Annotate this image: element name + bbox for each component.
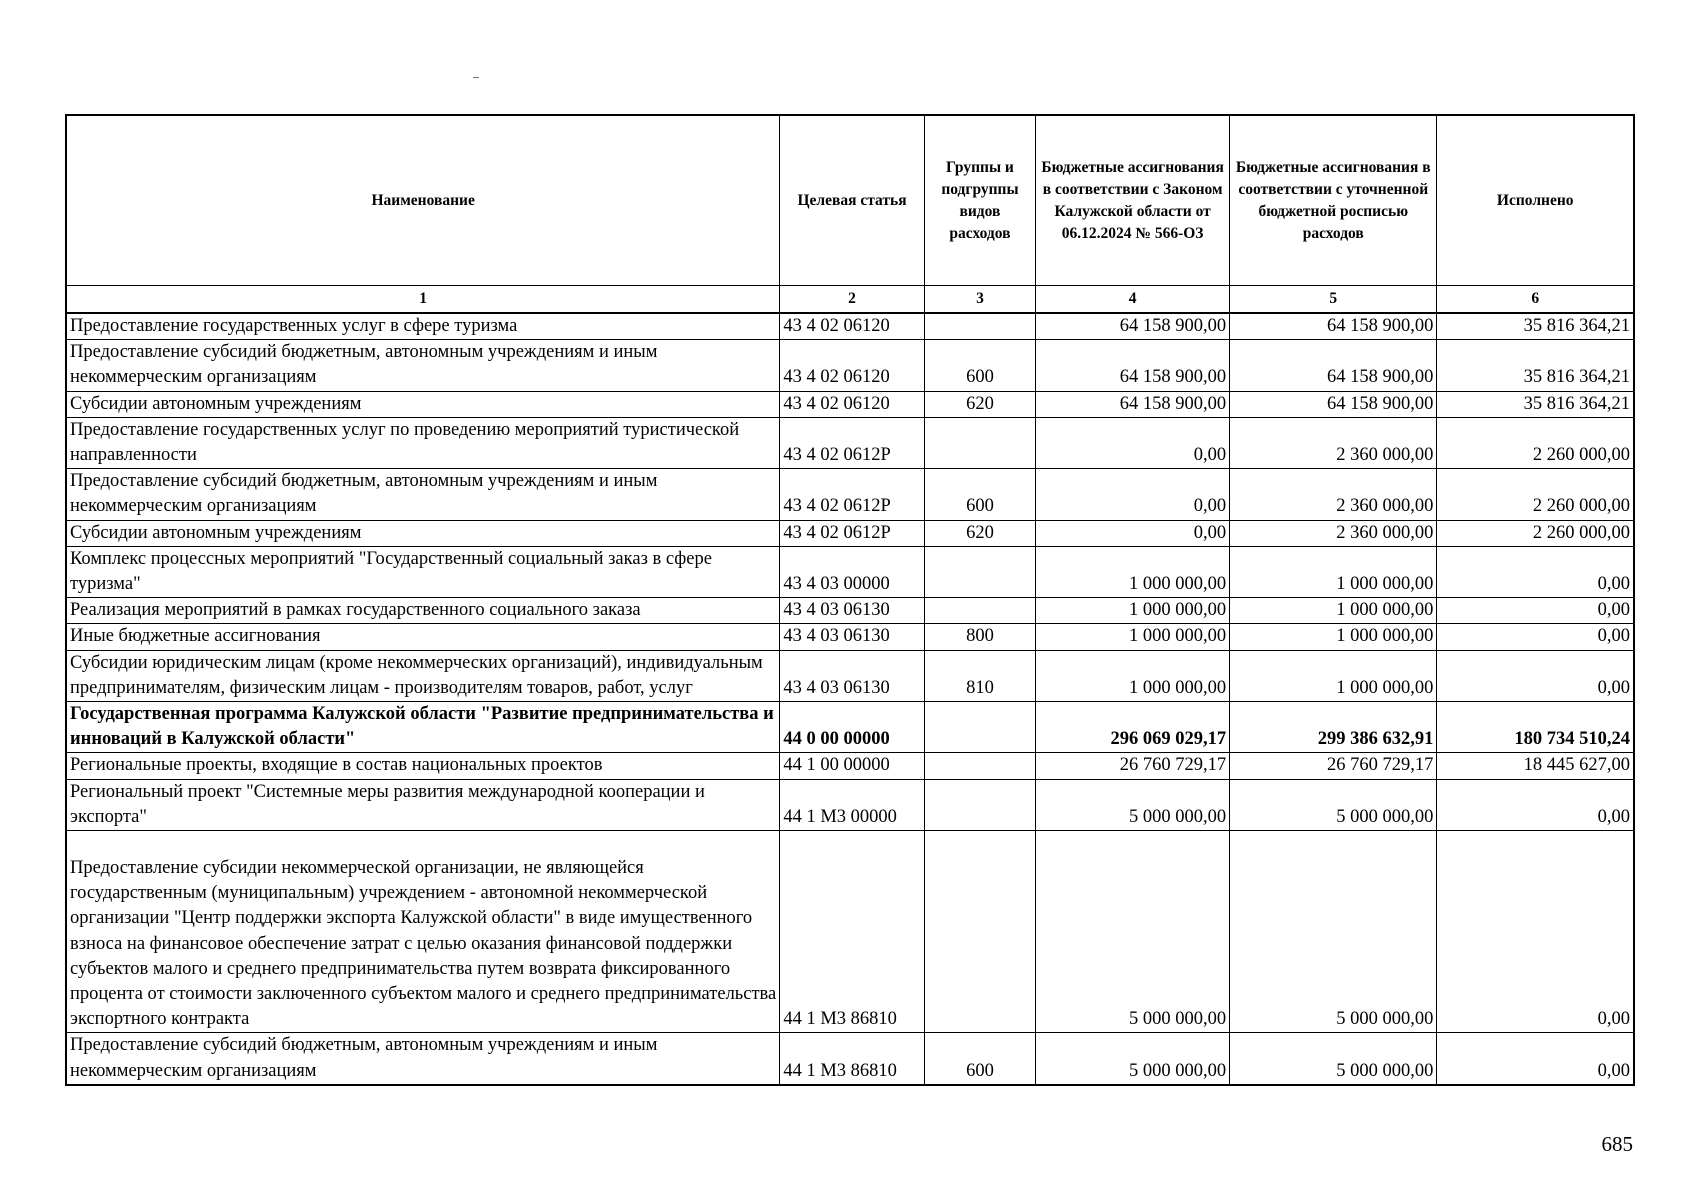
row-name: Региональный проект "Системные меры развития международной кооперации и экспорта": [66, 779, 780, 830]
row-group: 620: [924, 520, 1035, 546]
row-name: Комплекс процессных мероприятий "Государственный социальный заказ в сфере туризма": [66, 546, 780, 597]
row-executed-amount: 35 816 364,21: [1437, 313, 1634, 340]
row-executed-amount: 35 816 364,21: [1437, 391, 1634, 417]
table-row: [66, 417, 1634, 468]
row-name: Предоставление субсидий бюджетным, автономным учреждениям и иным некоммерческим организациям: [66, 340, 780, 391]
header-row: [66, 115, 1634, 286]
row-code: 44 1 М3 86810: [780, 831, 924, 1033]
table-row: [66, 1033, 1634, 1085]
table-row: [66, 391, 1634, 417]
row-name: Предоставление субсидий бюджетным, автономным учреждениям и иным некоммерческим организациям: [66, 1033, 780, 1085]
row-group: [924, 779, 1035, 830]
table-row: [66, 520, 1634, 546]
row-law-amount: 1 000 000,00: [1036, 598, 1230, 624]
row-code: 43 4 02 0612Р: [780, 520, 924, 546]
row-executed-amount: 2 260 000,00: [1437, 469, 1634, 520]
row-refined-amount: 299 386 632,91: [1230, 702, 1437, 753]
header-expense-groups: Группы и подгруппы видов расходов: [924, 115, 1035, 286]
row-group: 620: [924, 391, 1035, 417]
row-executed-amount: 180 734 510,24: [1437, 702, 1634, 753]
row-executed-amount: 35 816 364,21: [1437, 340, 1634, 391]
row-code: 43 4 02 06120: [780, 340, 924, 391]
table-row: [66, 779, 1634, 830]
row-group: [924, 417, 1035, 468]
row-group: 600: [924, 1033, 1035, 1085]
row-law-amount: 5 000 000,00: [1036, 831, 1230, 1033]
row-refined-amount: 1 000 000,00: [1230, 624, 1437, 650]
row-executed-amount: 0,00: [1437, 650, 1634, 701]
table-row: [66, 313, 1634, 340]
column-number: 5: [1230, 286, 1437, 314]
row-group: [924, 313, 1035, 340]
row-refined-amount: 2 360 000,00: [1230, 417, 1437, 468]
budget-table: [65, 114, 1635, 1086]
row-law-amount: 64 158 900,00: [1036, 340, 1230, 391]
row-name: Предоставление государственных услуг в сфере туризма: [66, 313, 780, 340]
row-refined-amount: 5 000 000,00: [1230, 779, 1437, 830]
header-target-article: Целевая статья: [780, 115, 924, 286]
row-code: 44 1 М3 00000: [780, 779, 924, 830]
row-executed-amount: 18 445 627,00: [1437, 753, 1634, 779]
row-law-amount: 1 000 000,00: [1036, 624, 1230, 650]
header-refined-allocations: Бюджетные ассигнования в соответствии с уточненной бюджетной росписью расходов: [1230, 115, 1437, 286]
row-law-amount: 26 760 729,17: [1036, 753, 1230, 779]
row-code: 44 1 М3 86810: [780, 1033, 924, 1085]
row-code: 44 1 00 00000: [780, 753, 924, 779]
row-group: 600: [924, 469, 1035, 520]
row-group: 600: [924, 340, 1035, 391]
table-row-program-total: [66, 702, 1634, 753]
row-name: Государственная программа Калужской области "Развитие предпринимательства и инноваций в Калужской области": [66, 702, 780, 753]
row-refined-amount: 2 360 000,00: [1230, 469, 1437, 520]
row-code: 43 4 03 06130: [780, 650, 924, 701]
row-name: Предоставление государственных услуг по проведению мероприятий туристической направленности: [66, 417, 780, 468]
column-number: 3: [924, 286, 1035, 314]
row-name: Предоставление субсидии некоммерческой организации, не являющейся государственным (муниципальным) учреждением - автономной некоммерческой организации "Центр поддержки экспорта Калужской области" в виде имущественного взноса на финансовое обеспечение затрат с целью оказания финансовой поддержки субъектов малого и среднего предпринимательства путем возврата фиксированного процента от стоимости заключенного субъектом малого и среднего предпринимательства экспортного контракта: [66, 831, 780, 1033]
row-executed-amount: 0,00: [1437, 831, 1634, 1033]
row-group: [924, 598, 1035, 624]
table-row: [66, 650, 1634, 701]
table-row: [66, 598, 1634, 624]
row-code: 43 4 02 06120: [780, 391, 924, 417]
row-name: Субсидии автономным учреждениям: [66, 391, 780, 417]
header-law-allocations: Бюджетные ассигнования в соответствии с Законом Калужской области от 06.12.2024 № 566-ОЗ: [1036, 115, 1230, 286]
row-code: 44 0 00 00000: [780, 702, 924, 753]
column-number-row: [66, 286, 1634, 314]
row-law-amount: 5 000 000,00: [1036, 1033, 1230, 1085]
row-refined-amount: 1 000 000,00: [1230, 650, 1437, 701]
table-row: [66, 469, 1634, 520]
row-refined-amount: 64 158 900,00: [1230, 391, 1437, 417]
row-law-amount: 296 069 029,17: [1036, 702, 1230, 753]
row-law-amount: 64 158 900,00: [1036, 313, 1230, 340]
row-code: 43 4 02 06120: [780, 313, 924, 340]
row-code: 43 4 03 06130: [780, 598, 924, 624]
row-code: 43 4 02 0612Р: [780, 469, 924, 520]
row-executed-amount: 2 260 000,00: [1437, 417, 1634, 468]
table-row: [66, 831, 1634, 1033]
row-group: [924, 831, 1035, 1033]
table-row: [66, 340, 1634, 391]
row-group: [924, 702, 1035, 753]
table-row: [66, 753, 1634, 779]
row-group: [924, 546, 1035, 597]
row-law-amount: 0,00: [1036, 520, 1230, 546]
row-law-amount: 0,00: [1036, 469, 1230, 520]
column-number: 2: [780, 286, 924, 314]
row-name: Иные бюджетные ассигнования: [66, 624, 780, 650]
row-group: [924, 753, 1035, 779]
row-name: Субсидии юридическим лицам (кроме некоммерческих организаций), индивидуальным предпринимателям, физическим лицам - производителям товаров, работ, услуг: [66, 650, 780, 701]
header-executed: Исполнено: [1437, 115, 1634, 286]
row-law-amount: 0,00: [1036, 417, 1230, 468]
row-group: 800: [924, 624, 1035, 650]
row-law-amount: 64 158 900,00: [1036, 391, 1230, 417]
table-row: [66, 624, 1634, 650]
row-refined-amount: 1 000 000,00: [1230, 598, 1437, 624]
column-number: 1: [66, 286, 780, 314]
row-refined-amount: 1 000 000,00: [1230, 546, 1437, 597]
row-refined-amount: 5 000 000,00: [1230, 831, 1437, 1033]
row-name: Предоставление субсидий бюджетным, автономным учреждениям и иным некоммерческим организациям: [66, 469, 780, 520]
row-code: 43 4 02 0612Р: [780, 417, 924, 468]
row-executed-amount: 2 260 000,00: [1437, 520, 1634, 546]
row-name: Региональные проекты, входящие в состав национальных проектов: [66, 753, 780, 779]
row-refined-amount: 2 360 000,00: [1230, 520, 1437, 546]
row-group: 810: [924, 650, 1035, 701]
row-refined-amount: 64 158 900,00: [1230, 340, 1437, 391]
header-name: Наименование: [66, 115, 780, 286]
row-refined-amount: 64 158 900,00: [1230, 313, 1437, 340]
table-row: [66, 546, 1634, 597]
row-code: 43 4 03 06130: [780, 624, 924, 650]
row-executed-amount: 0,00: [1437, 624, 1634, 650]
row-name: Субсидии автономным учреждениям: [66, 520, 780, 546]
row-law-amount: 1 000 000,00: [1036, 546, 1230, 597]
row-law-amount: 1 000 000,00: [1036, 650, 1230, 701]
column-number: 4: [1036, 286, 1230, 314]
row-executed-amount: 0,00: [1437, 1033, 1634, 1085]
scan-mark: [473, 77, 479, 78]
row-name: Реализация мероприятий в рамках государственного социального заказа: [66, 598, 780, 624]
row-executed-amount: 0,00: [1437, 598, 1634, 624]
page-number: 685: [1601, 1132, 1633, 1156]
row-executed-amount: 0,00: [1437, 779, 1634, 830]
row-refined-amount: 26 760 729,17: [1230, 753, 1437, 779]
row-law-amount: 5 000 000,00: [1036, 779, 1230, 830]
row-code: 43 4 03 00000: [780, 546, 924, 597]
row-refined-amount: 5 000 000,00: [1230, 1033, 1437, 1085]
row-executed-amount: 0,00: [1437, 546, 1634, 597]
column-number: 6: [1437, 286, 1634, 314]
